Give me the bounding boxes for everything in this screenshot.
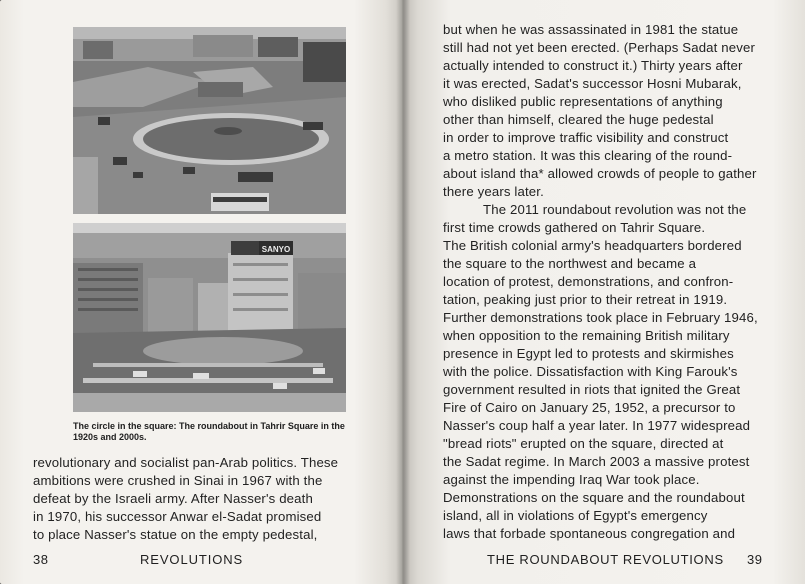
left-body-text <box>33 454 353 544</box>
text-line: ambitions were crushed in Sinai in 1967 with the <box>33 473 323 488</box>
text-line: tation, peaking just prior to their retreat in 1919. <box>443 292 728 307</box>
text-line: The British colonial army's headquarters bordered <box>443 238 742 253</box>
text-line: island, all in violations of Egypt's emergency <box>443 508 708 523</box>
text-line: first time crowds gathered on Tahrir Square. <box>443 220 706 235</box>
text-line: "bread riots" erupted on the square, directed at <box>443 436 724 451</box>
text-line: Demonstrations on the square and the roundabout <box>443 490 745 505</box>
text-line: the square to the northwest and became a <box>443 256 697 271</box>
photo-caption: The circle in the square: The roundabout in Tahrir Square in the 1920s and 2000s. <box>73 421 345 442</box>
running-head-left: REVOLUTIONS <box>140 552 244 567</box>
text-line: about island tha* allowed crowds of people to gather <box>443 166 757 181</box>
text-line: location of protest, demonstrations, and confron- <box>443 274 734 289</box>
text-line: The 2011 roundabout revolution was not the <box>483 202 747 217</box>
text-line: Fire of Cairo on January 25, 1952, a precursor to <box>443 400 736 415</box>
text-line: with the police. Dissatisfaction with King Farouk's <box>443 364 738 379</box>
text-line: revolutionary and socialist pan-Arab politics. These <box>33 455 339 470</box>
page-number-right: 39 <box>747 552 763 567</box>
page-number-left: 38 <box>33 552 49 567</box>
photo-tahrir-2000s <box>73 223 346 412</box>
text-line: other than himself, cleared the huge pedestal <box>443 112 714 127</box>
roundabout-1920s-image <box>73 27 346 214</box>
text-line: presence in Egypt led to protests and skirmishes <box>443 346 734 361</box>
text-line: in order to improve traffic visibility and construct <box>443 130 729 145</box>
text-line: actually intended to construct it.) Thirty years after <box>443 58 743 73</box>
text-line: government resulted in riots that ignited the Great <box>443 382 741 397</box>
text-line: the Sadat regime. In March 2003 a massive protest <box>443 454 750 469</box>
photo-tahrir-1920s <box>73 27 346 214</box>
text-line: but when he was assassinated in 1981 the statue <box>443 22 739 37</box>
text-line: there years later. <box>443 184 544 199</box>
roundabout-2000s-image <box>73 223 346 412</box>
text-line: still had not yet been erected. (Perhaps Sadat never <box>443 40 756 55</box>
left-page <box>0 0 402 584</box>
text-line: defeat by the Israeli army. After Nasser's death <box>33 491 313 506</box>
right-body-text <box>443 21 773 543</box>
text-line: laws that forbade spontaneous congregation and <box>443 526 736 541</box>
book-gutter <box>396 0 410 584</box>
text-line: in 1970, his successor Anwar el-Sadat promised <box>33 509 322 524</box>
text-line: who disliked public representations of anything <box>443 94 723 109</box>
sanyo-sign: SANYO <box>261 245 291 254</box>
text-line: against the impending Iraq War took place. <box>443 472 700 487</box>
text-line: when opposition to the remaining British military <box>443 328 730 343</box>
text-line: Further demonstrations took place in February 1946, <box>443 310 758 325</box>
running-head-right: THE ROUNDABOUT REVOLUTIONS <box>487 552 724 567</box>
text-line: a metro station. It was this clearing of the round- <box>443 148 733 163</box>
text-line: to place Nasser's statue on the empty pedestal, <box>33 527 318 542</box>
text-line: it was erected, Sadat's successor Hosni Mubarak, <box>443 76 742 91</box>
text-line: Nasser's coup half a year later. In 1977 widespread <box>443 418 751 433</box>
